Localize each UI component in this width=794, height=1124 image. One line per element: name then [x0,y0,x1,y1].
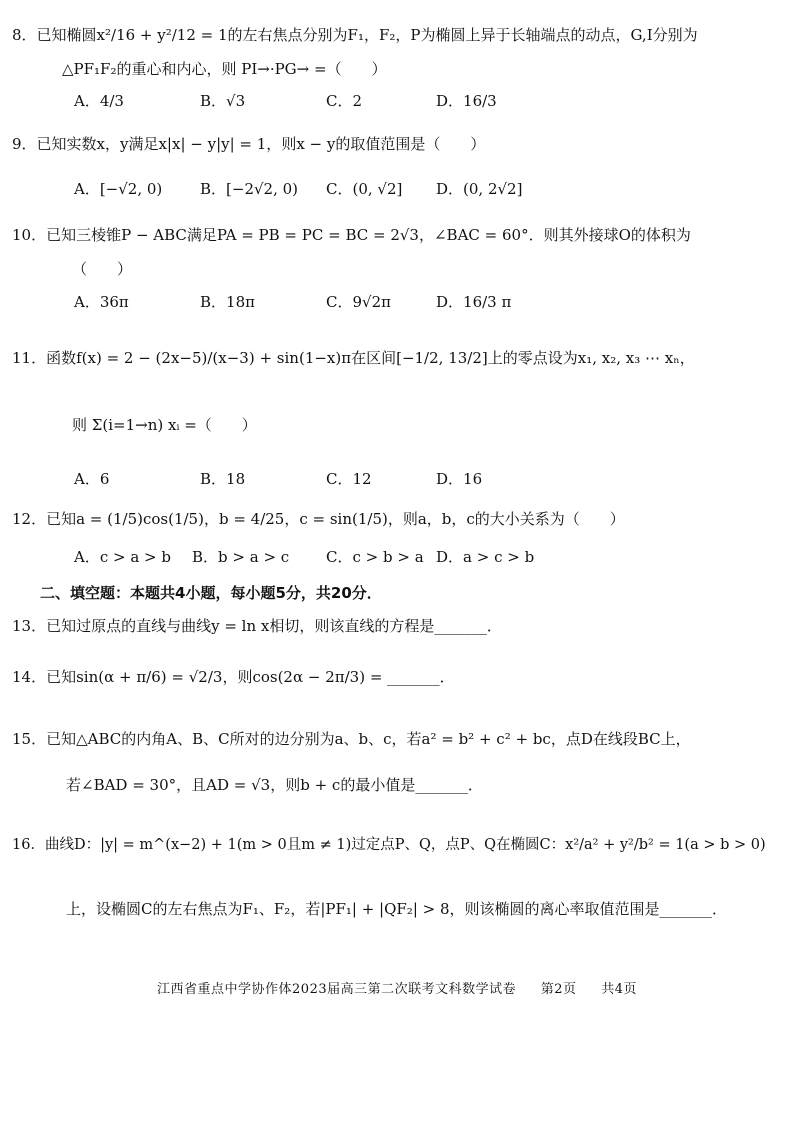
question-9-option-c: C．(0, √2] [326,180,403,198]
question-9-option-a: A．[−√2, 0) [74,180,163,198]
question-12-option-a: A．c > a > b [74,548,171,566]
question-11-option-b: B．18 [200,470,246,488]
page-footer [0,978,794,997]
section-heading-fill-in: 二、填空题：本题共4小题，每小题5分，共20分． [40,584,382,602]
question-9-option-b: B．[−2√2, 0) [200,180,299,198]
question-14-text: 14．已知sin(α + π/6) = √2/3，则cos(2α − 2π/3) = _______． [12,668,455,686]
question-15-text-continued: 若∠BAD = 30°，且AD = √3，则b + c的最小值是_______． [66,776,483,794]
question-11-option-a: A．6 [74,470,110,488]
question-12-text: 12．已知a = (1/5)cos(1/5)，b = 4/25，c = sin(1/5)，则a，b，c的大小关系为（ ） [12,510,625,528]
question-8-text: 8．已知椭圆x²/16 + y²/12 = 1的左右焦点分别为F₁，F₂，P为椭圆上异于长轴端点的动点，G,I分别为 [12,26,698,44]
footer-total-pages: 共4页 [601,982,637,997]
question-10-option-c: C．9√2π [326,293,391,311]
question-9-option-d: D．(0, 2√2] [436,180,523,198]
question-8-option-c: C．2 [326,92,363,110]
question-12-option-d: D．a > c > b [436,548,535,566]
question-10-text-continued: （ ） [72,260,133,278]
question-11-text-continued: 则 Σ(i=1→n) xᵢ =（ ） [72,416,257,434]
question-16-text: 16．曲线D：|y| = m^(x−2) + 1(m > 0且m ≠ 1)过定点P、Q，点P、Q在椭圆C：x²/a² + y²/b² = 1(a > b > 0) [12,837,766,853]
question-12-option-c: C．c > b > a [326,548,424,566]
question-10-option-a: A．36π [74,293,129,311]
question-8-option-b: B．√3 [200,92,246,110]
footer-exam-title: 江西省重点中学协作体2023届高三第二次联考文科数学试卷 [157,982,517,997]
question-10-option-b: B．18π [200,293,255,311]
question-13-text: 13．已知过原点的直线与曲线y = ln x相切，则该直线的方程是_______． [12,617,502,635]
question-9-text: 9．已知实数x，y满足x|x| − y|y| = 1，则x − y的取值范围是（ ） [12,135,486,153]
footer-page-number: 第2页 [540,982,577,997]
question-12-option-b: B．b > a > c [192,548,290,566]
question-8-option-a: A．4/3 [74,92,124,110]
question-15-text: 15．已知△ABC的内角A、B、C所对的边分别为a、b、c，若a² = b² + c² + bc，点D在线段BC上， [12,730,691,748]
question-8-text-continued: △PF₁F₂的重心和内心，则 PI→·PG→ =（ ） [62,60,387,78]
question-16-text-continued: 上，设椭圆C的左右焦点为F₁、F₂，若|PF₁| + |QF₂| > 8，则该椭圆的离心率取值范围是_______． [66,900,728,918]
question-11-text: 11．函数f(x) = 2 − (2x−5)/(x−3) + sin(1−x)π在区间[−1/2, 13/2]上的零点设为x₁, x₂, x₃ ⋯ xₙ， [12,349,695,367]
question-10-text: 10．已知三棱锥P − ABC满足PA = PB = PC = BC = 2√3，∠BAC = 60°．则其外接球O的体积为 [12,226,691,244]
question-10-option-d: D．16/3 π [436,293,512,311]
question-11-option-c: C．12 [326,470,372,488]
question-11-option-d: D．16 [436,470,483,488]
question-8-option-d: D．16/3 [436,92,497,110]
